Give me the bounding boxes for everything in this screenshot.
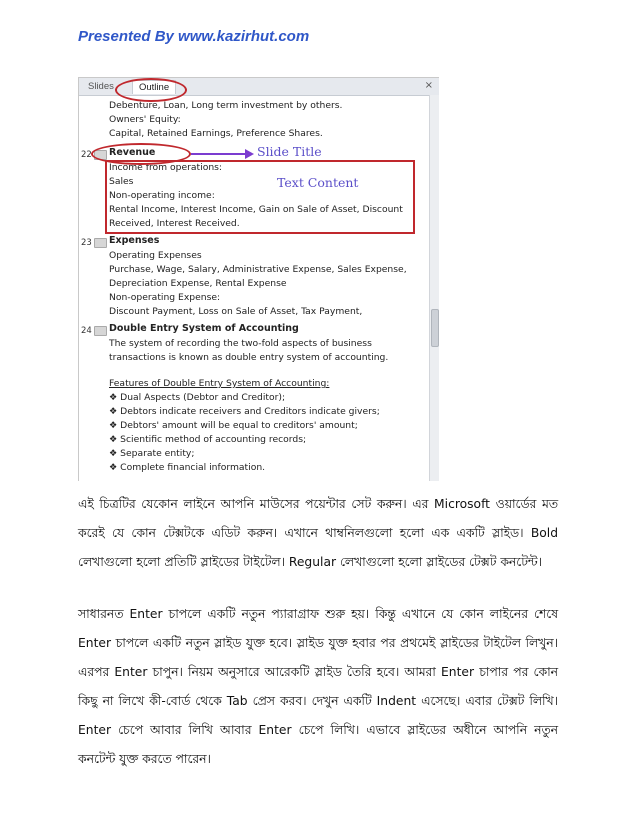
tab-slides[interactable]: Slides bbox=[88, 81, 114, 92]
outline-line[interactable]: Capital, Retained Earnings, Preference Shares. bbox=[109, 128, 323, 139]
slide-title-annotation: Slide Title bbox=[257, 144, 322, 159]
outline-line[interactable]: Received, Interest Received. bbox=[109, 218, 240, 229]
outline-panel-screenshot bbox=[78, 77, 439, 481]
scrollbar-thumb[interactable] bbox=[431, 309, 439, 347]
outline-line[interactable]: Owners' Equity: bbox=[109, 114, 181, 125]
vertical-scrollbar[interactable] bbox=[429, 95, 439, 481]
outline-line[interactable]: Non-operating Expense: bbox=[109, 292, 221, 303]
outline-line[interactable]: ❖ Debtors indicate receivers and Creditors indicate givers; bbox=[109, 406, 380, 417]
slide-number: 24 bbox=[81, 326, 92, 336]
outline-line[interactable]: ❖ Dual Aspects (Debtor and Creditor); bbox=[109, 392, 286, 403]
outline-tab-highlight-oval bbox=[115, 78, 187, 102]
outline-line[interactable]: Sales bbox=[109, 176, 134, 187]
arrow-right-icon bbox=[245, 149, 254, 159]
slide-title[interactable]: Revenue bbox=[109, 147, 156, 158]
outline-line[interactable]: Debenture, Loan, Long term investment by others. bbox=[109, 100, 343, 111]
outline-line[interactable]: Depreciation Expense, Rental Expense bbox=[109, 278, 287, 289]
outline-line[interactable]: Features of Double Entry System of Accounting: bbox=[109, 378, 330, 389]
outline-line[interactable]: Purchase, Wage, Salary, Administrative Expense, Sales Expense, bbox=[109, 264, 407, 275]
outline-line[interactable]: Discount Payment, Loss on Sale of Asset, Tax Payment, bbox=[109, 306, 363, 317]
outline-line[interactable]: ❖ Debtors' amount will be equal to creditors' amount; bbox=[109, 420, 358, 431]
paragraph-2: সাধারনত Enter চাপলে একটি নতুন প্যারাগ্রাফ শুরু হয়। কিন্তু এখানে যে কোন লাইনের শেষে Enter চাপলে একটি নতুন স্লাইড যুক্ত হবে। স্লাইড যুক্ত হবার পর প্রথমেই স্লাইডের টাইটেল লিখুন। এরপর Enter চাপুন। নিয়ম অনুসারে আরেকটি স্লাইড তৈরি হবে। আমরা Enter চাপার পর কোন কিছু না লিখে কী-বোর্ড থেকে Tab প্রেস করব। দেখুন একটি Indent এসেছে। এবার টেক্সট লিখি। Enter চেপে আবার লিখি আবার Enter চেপে লিখি। এভাবে স্লাইডের অধীনে আপনি নতুন কনটেন্ট যুক্ত করতে পারেন। bbox=[78, 607, 558, 766]
tab-outline[interactable]: Outline bbox=[132, 80, 176, 94]
slide-title[interactable]: Expenses bbox=[109, 235, 160, 246]
slide-thumbnail-icon[interactable] bbox=[94, 238, 107, 248]
outline-line[interactable]: ❖ Separate entity; bbox=[109, 448, 195, 459]
paragraph-1: এই চিত্রটির যেকোন লাইনে আপনি মাউসের পয়েন্টার সেট করুন। এর Microsoft ওয়ার্ডের মত করেই যে কোন টেক্সটকে এডিট করুন। এখানে থাম্বনিলগুলো হলো এক একটি স্লাইড। Bold লেখাগুলো হলো প্রতিটি স্লাইডের টাইটেল। Regular লেখাগুলো হলো স্লাইডের টেক্সট কনটেন্ট। bbox=[78, 497, 558, 569]
outline-line[interactable]: Operating Expenses bbox=[109, 250, 202, 261]
text-content-highlight-box bbox=[105, 160, 415, 234]
outline-line[interactable]: ❖ Complete financial information. bbox=[109, 462, 266, 473]
outline-line[interactable]: Rental Income, Interest Income, Gain on Sale of Asset, Discount bbox=[109, 204, 403, 215]
outline-line[interactable]: ❖ Scientific method of accounting records; bbox=[109, 434, 307, 445]
slide-title[interactable]: Double Entry System of Accounting bbox=[109, 323, 299, 334]
slide-thumbnail-icon[interactable] bbox=[94, 326, 107, 336]
slide-number: 22 bbox=[81, 150, 92, 160]
close-icon[interactable]: × bbox=[424, 80, 433, 91]
outline-line[interactable]: Non-operating income: bbox=[109, 190, 215, 201]
presented-by-header: Presented By www.kazirhut.com bbox=[78, 28, 310, 45]
outline-line[interactable]: transactions is known as double entry system of accounting. bbox=[109, 352, 389, 363]
slide-number: 23 bbox=[81, 238, 92, 248]
outline-line[interactable]: Income from operations: bbox=[109, 162, 223, 173]
text-content-annotation: Text Content bbox=[277, 175, 359, 190]
arrow-line bbox=[191, 153, 247, 155]
outline-line[interactable]: The system of recording the two-fold aspects of business bbox=[109, 338, 372, 349]
